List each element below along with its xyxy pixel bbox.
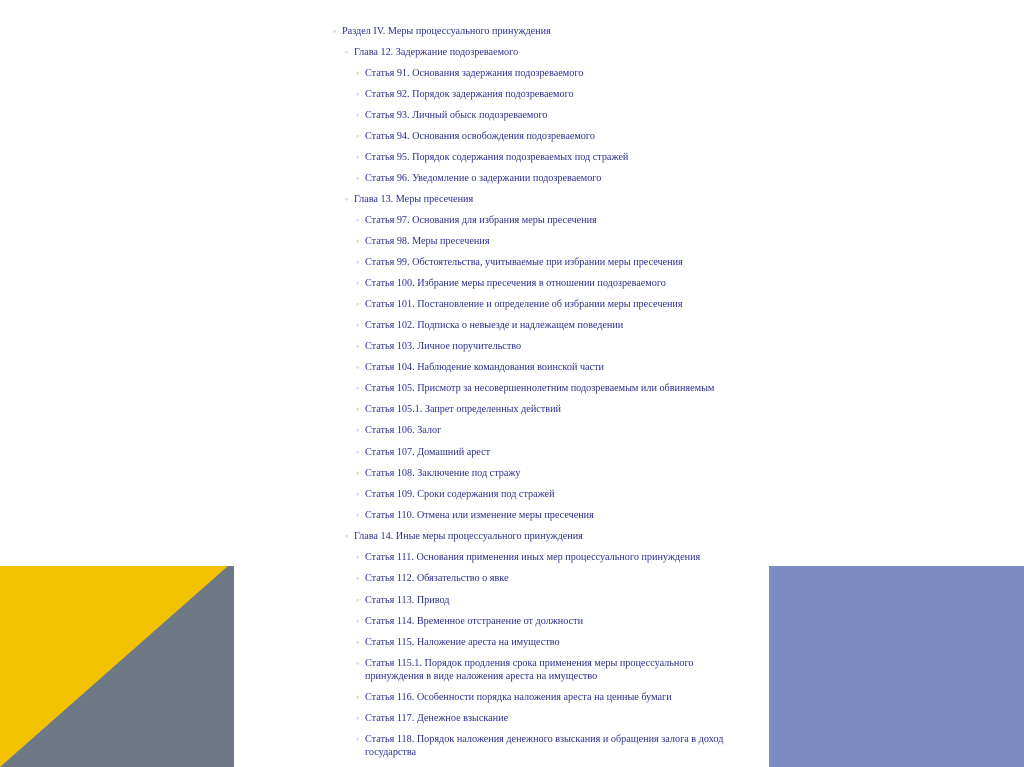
toc-link[interactable]: Статья 115.1. Порядок продления срока применения меры процессуального принуждения в виде наложения ареста на имущество: [365, 658, 694, 682]
toc-link[interactable]: Статья 116. Особенности порядка наложения ареста на ценные бумаги: [365, 692, 672, 703]
toc-article: [356, 572, 750, 585]
toc-article: [356, 214, 750, 227]
toc-article: [356, 361, 750, 374]
toc-article: [356, 235, 750, 248]
toc-link[interactable]: Статья 102. Подписка о невыезде и надлежащем поведении: [365, 320, 624, 331]
toc-link[interactable]: Статья 106. Залог: [365, 425, 442, 436]
bullet-icon: ◦: [356, 425, 360, 435]
toc-link[interactable]: Статья 101. Постановление и определение об избрании меры пресечения: [365, 299, 683, 310]
toc-chapter: [345, 530, 874, 543]
toc-article: [356, 67, 750, 80]
bullet-icon: ◦: [345, 47, 349, 57]
toc-article: [356, 509, 750, 522]
bullet-icon: ◦: [356, 341, 360, 351]
toc-article: [356, 691, 750, 704]
bullet-icon: ◦: [345, 194, 349, 204]
bullet-icon: ◦: [356, 510, 360, 520]
bullet-icon: ◦: [333, 26, 337, 36]
toc-link[interactable]: Статья 112. Обязательство о явке: [365, 573, 509, 584]
bullet-icon: ◦: [356, 692, 360, 702]
toc-article: [356, 172, 750, 185]
bullet-icon: ◦: [356, 320, 360, 330]
bullet-icon: ◦: [356, 637, 360, 647]
toc-article: [356, 319, 750, 332]
bullet-icon: ◦: [356, 173, 360, 183]
toc-link[interactable]: Статья 105.1. Запрет определенных действий: [365, 404, 561, 415]
toc-article: [356, 298, 750, 311]
toc-article: [356, 712, 750, 725]
toc-link[interactable]: Статья 97. Основания для избрания меры пресечения: [365, 215, 597, 226]
toc-chapter: [345, 193, 874, 206]
toc-link[interactable]: Глава 13. Меры пресечения: [354, 194, 474, 205]
toc-article: [356, 733, 750, 759]
decorative-corner-left: [0, 566, 234, 767]
document-page: [234, 0, 769, 767]
toc-link[interactable]: Глава 14. Иные меры процессуального принуждения: [354, 531, 583, 542]
toc-link[interactable]: Статья 100. Избрание меры пресечения в отношении подозреваемого: [365, 278, 666, 289]
bullet-icon: ◦: [345, 531, 349, 541]
toc-article: [356, 615, 750, 628]
toc-link[interactable]: Глава 12. Задержание подозреваемого: [354, 47, 519, 58]
toc-link[interactable]: Статья 98. Меры пресечения: [365, 236, 490, 247]
toc-link[interactable]: Статья 108. Заключение под стражу: [365, 468, 521, 479]
bullet-icon: ◦: [356, 68, 360, 78]
toc-link[interactable]: Статья 94. Основания освобождения подозреваемого: [365, 131, 595, 142]
bullet-icon: ◦: [356, 447, 360, 457]
toc-section: [333, 25, 862, 38]
toc-article: [356, 340, 750, 353]
toc-link[interactable]: Статья 99. Обстоятельства, учитываемые при избрании меры пресечения: [365, 257, 683, 268]
toc-article: [356, 109, 750, 122]
toc-link[interactable]: Статья 109. Сроки содержания под стражей: [365, 489, 555, 500]
bullet-icon: ◦: [356, 468, 360, 478]
toc-article: [356, 551, 750, 564]
toc-chapter: [345, 46, 874, 59]
bullet-icon: ◦: [356, 404, 360, 414]
bullet-icon: ◦: [356, 215, 360, 225]
bullet-icon: ◦: [356, 236, 360, 246]
bullet-icon: ◦: [356, 573, 360, 583]
toc-article: [356, 488, 750, 501]
bullet-icon: ◦: [356, 299, 360, 309]
toc-link[interactable]: Статья 96. Уведомление о задержании подозреваемого: [365, 173, 602, 184]
toc-link[interactable]: Раздел IV. Меры процессуального принуждения: [342, 26, 551, 37]
bullet-icon: ◦: [356, 734, 360, 744]
toc-link[interactable]: Статья 110. Отмена или изменение меры пресечения: [365, 510, 594, 521]
toc-article: [356, 467, 750, 480]
toc-article: [356, 382, 750, 395]
toc-link[interactable]: Статья 115. Наложение ареста на имущество: [365, 637, 560, 648]
decorative-panel-right: [769, 566, 1024, 767]
toc-article: [356, 256, 750, 269]
toc-article: [356, 403, 750, 416]
toc-article: [356, 151, 750, 164]
toc-article: [356, 594, 750, 607]
toc-article: [356, 424, 750, 437]
toc-article: [356, 130, 750, 143]
toc-link[interactable]: Статья 103. Личное поручительство: [365, 341, 522, 352]
bullet-icon: ◦: [356, 616, 360, 626]
bullet-icon: ◦: [356, 383, 360, 393]
toc-link[interactable]: Статья 92. Порядок задержания подозреваемого: [365, 89, 574, 100]
toc-link[interactable]: Статья 114. Временное отстранение от должности: [365, 616, 584, 627]
bullet-icon: ◦: [356, 257, 360, 267]
bullet-icon: ◦: [356, 89, 360, 99]
toc-link[interactable]: Статья 91. Основания задержания подозреваемого: [365, 68, 584, 79]
bullet-icon: ◦: [356, 713, 360, 723]
toc-link[interactable]: Статья 111. Основания применения иных мер процессуального принуждения: [365, 552, 701, 563]
toc-link[interactable]: Статья 105. Присмотр за несовершеннолетним подозреваемым или обвиняемым: [365, 383, 715, 394]
bullet-icon: ◦: [356, 362, 360, 372]
toc-link[interactable]: Статья 118. Порядок наложения денежного взыскания и обращения залога в доход государства: [365, 734, 724, 758]
toc-link[interactable]: Статья 104. Наблюдение командования воинской части: [365, 362, 605, 373]
bullet-icon: ◦: [356, 552, 360, 562]
bullet-icon: ◦: [356, 595, 360, 605]
toc-link[interactable]: Статья 95. Порядок содержания подозреваемых под стражей: [365, 152, 629, 163]
toc-article: [356, 657, 750, 683]
bullet-icon: ◦: [356, 110, 360, 120]
toc-link[interactable]: Статья 117. Денежное взыскание: [365, 713, 509, 724]
toc-article: [356, 277, 750, 290]
toc-link[interactable]: Статья 93. Личный обыск подозреваемого: [365, 110, 548, 121]
toc-article: [356, 88, 750, 101]
bullet-icon: ◦: [356, 489, 360, 499]
toc-link[interactable]: Статья 107. Домашний арест: [365, 447, 491, 458]
bullet-icon: ◦: [356, 278, 360, 288]
toc-article: [356, 636, 750, 649]
bullet-icon: ◦: [356, 658, 360, 668]
bullet-icon: ◦: [356, 131, 360, 141]
toc-link[interactable]: Статья 113. Привод: [365, 595, 450, 606]
bullet-icon: ◦: [356, 152, 360, 162]
toc-article: [356, 446, 750, 459]
